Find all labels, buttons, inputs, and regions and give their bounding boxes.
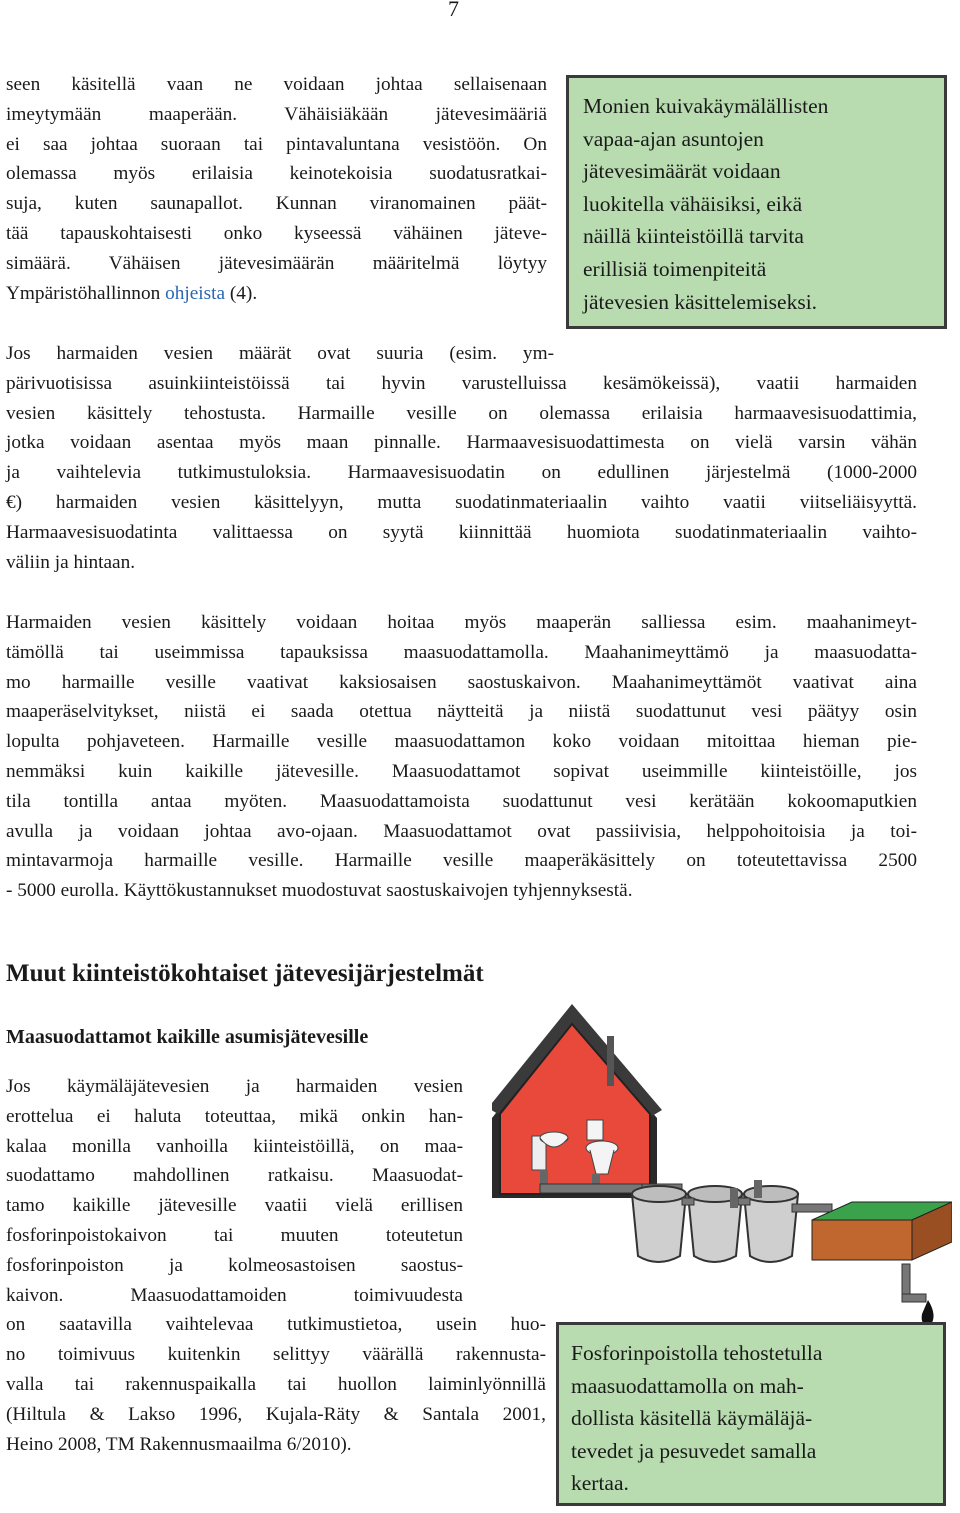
text-line: seen käsitellä vaan ne voidaan johtaa sellaisenaan xyxy=(6,74,547,95)
callout-line: vapaa-ajan asuntojen xyxy=(583,126,764,151)
soil-filter-paragraph xyxy=(6,1072,546,1459)
intro-paragraph xyxy=(6,70,547,308)
text-line: suodattamo mahdollinen ratkaisu. Maasuodat- xyxy=(6,1165,463,1187)
text-line: nemmäksi kuin kaikille jätevesille. Maasuodattamot sopivat useimmille kiinteistöille, jos xyxy=(6,760,917,782)
text-line: no toimivuus kuitenkin selittyy väärällä rakennusta- xyxy=(6,1344,546,1366)
vent-pipe xyxy=(607,1036,614,1086)
text-line: maaperäselvitykset, niistä ei saada otettua näytteitä ja niistä suodattunut vesi päätyy osin xyxy=(6,701,917,723)
callout-line: erillisiä toimenpiteitä xyxy=(583,256,767,281)
callout-line: dollista käsitellä käymäläjä- xyxy=(571,1406,813,1431)
text-line: imeytymään maaperään. Vähäisiäkään jätevesimääriä xyxy=(6,103,547,125)
text-line: ja vaihtelevia tutkimustuloksia. Harmaavesisuodatin on edullinen järjestelmä (1000-2000 xyxy=(6,462,917,484)
text-line: €) harmaiden vesien käsittelyyn, mutta suodatinmateriaalin vaihto vaatii viitseliäisyyttä. xyxy=(6,491,917,513)
text-line: erottelua ei haluta toteuttaa, mikä onkin han- xyxy=(6,1105,463,1127)
text-line: valla tai rakennuspaikalla tai huollon laiminlyönnillä xyxy=(6,1373,546,1395)
text-line: fosforinpoiston ja kolmeosastoisen saostus- xyxy=(6,1254,463,1276)
vent-riser xyxy=(730,1188,738,1208)
septic-tank-1 xyxy=(632,1186,686,1262)
text-line: - 5000 eurolla. Käyttökustannukset muodostuvat saostuskaivojen tyhjennyksestä. xyxy=(6,880,633,902)
text-line: Harmaavesisuodatinta valittaessa on syytä kiinnittää huomiota suodatinmateriaalin vaihto- xyxy=(6,521,917,543)
text-line: suja, kuten saunapallot. Kunnan viranomainen päät- xyxy=(6,193,547,215)
soil-filter-box xyxy=(812,1202,952,1260)
text-line: mintavarmoja harmaille vesille. Harmaille vesille maaperäkäsittely on toteutettavissa 2500 xyxy=(6,850,917,872)
connector-pipe xyxy=(682,1198,694,1205)
text-line: tila tontilla antaa myöten. Maasuodattamoista suodattunut vesi kerätään kokoomaputkien xyxy=(6,790,917,812)
callout-line: maasuodattamolla on mah- xyxy=(571,1373,804,1398)
ohjeista-link[interactable]: ohjeista xyxy=(165,282,226,304)
text-line: olemassa myös erilaisia keinotekoisia suodatusratkai- xyxy=(6,163,547,185)
callout-box-top xyxy=(566,75,947,329)
callout-line: jätevesien käsittelemiseksi. xyxy=(583,289,818,314)
text-line: Heino 2008, TM Rakennusmaailma 6/2010). xyxy=(6,1433,352,1455)
text-line: on saatavilla vaihtelevaa tutkimustietoa, usein huo- xyxy=(6,1314,546,1336)
grey-water-paragraph xyxy=(6,339,917,577)
text-line: avulla ja voidaan johtaa avo-ojaan. Maasuodattamot ovat passiivisia, helppohoitoisia ja toi- xyxy=(6,820,917,842)
text-line: kaivon. Maasuodattamoiden toimivuudesta xyxy=(6,1284,463,1306)
text-line: fosforinpoistokaivon tai muuten toteutetun xyxy=(6,1224,463,1246)
callout-line: kertaa. xyxy=(571,1471,629,1496)
callout-line: näillä kiinteistöillä tarvita xyxy=(583,224,804,249)
text-line: pärivuotisissa asuinkiinteistöissä tai hyvin varustelluissa kesämökeissä), vaatii harmaiden xyxy=(6,372,917,394)
callout-line: Monien kuivakäymälällisten xyxy=(583,94,829,118)
text-line xyxy=(6,279,547,309)
text-line: lopulta pohjaveteen. Harmaille vesille maasuodattamon koko voidaan mitoittaa hieman pie- xyxy=(6,731,917,753)
text-line: kalaa monilla vanhoilla kiinteistöillä, on maa- xyxy=(6,1135,463,1157)
outflow-pipe xyxy=(902,1294,926,1302)
text-line: simäärä. Vähäisen jätevesimäärän määritelmä löytyy xyxy=(6,252,547,274)
text-line: vesien käsittely tehostusta. Harmaille vesille on olemassa erilaisia harmaavesisuodattimia, xyxy=(6,402,917,424)
callout-line: tevedet ja pesuvedet samalla xyxy=(571,1438,817,1463)
text-line: jotka voidaan asentaa myös maan pinnalle. Harmaavesisuodattimesta on vielä varsin vähän xyxy=(6,432,917,454)
vent-riser xyxy=(754,1180,762,1198)
text-fragment: (4). xyxy=(225,282,258,304)
outlet-pipe xyxy=(792,1204,832,1212)
text-fragment: Ympäristöhallinnon xyxy=(6,282,166,304)
callout-box-bottom xyxy=(556,1322,946,1506)
text-line: tää tapauskohtaisesti onko kyseessä vähäinen jäteve- xyxy=(6,222,547,244)
callout-line: luokitella vähäisiksi, eikä xyxy=(583,191,803,216)
text-line: tämöllä tai useimmissa tapauksissa maasuodattamolla. Maahanimeyttämö ja maasuodatta- xyxy=(6,641,917,663)
text-line: tamo kaikille jätevesille vaatii vielä erillisen xyxy=(6,1195,463,1217)
text-line: Jos käymäläjätevesien ja harmaiden vesien xyxy=(6,1076,463,1097)
text-line: ei saa johtaa suoraan tai pintavaluntana vesistöön. On xyxy=(6,133,547,155)
soil-treatment-paragraph xyxy=(6,608,917,906)
text-line: mo harmaille vesille vaativat kaksiosaisen saostuskaivon. Maahanimeyttämöt vaativat aina xyxy=(6,671,917,693)
page-number: 7 xyxy=(448,0,459,21)
text-line: (Hiltula & Lakso 1996, Kujala-Räty & Santala 2001, xyxy=(6,1403,546,1425)
connector-pipe xyxy=(738,1198,750,1205)
callout-line: jätevesimäärät voidaan xyxy=(583,159,781,184)
section-heading: Muut kiinteistökohtaiset jätevesijärjestelmät xyxy=(6,960,484,987)
subsection-heading: Maasuodattamot kaikille asumisjätevesille xyxy=(6,1026,369,1048)
text-line: Jos harmaiden vesien määrät ovat suuria (esim. ym- xyxy=(6,343,554,364)
house-wall xyxy=(500,1024,650,1194)
text-line: Harmaiden vesien käsittely voidaan hoitaa myös maaperän salliessa esim. maahanimeyt- xyxy=(6,612,917,633)
septic-tank-3 xyxy=(744,1186,798,1262)
callout-line: Fosforinpoistolla tehostetulla xyxy=(571,1341,823,1365)
text-line: väliin ja hintaan. xyxy=(6,551,136,573)
soil-filter-illustration xyxy=(492,998,952,1328)
